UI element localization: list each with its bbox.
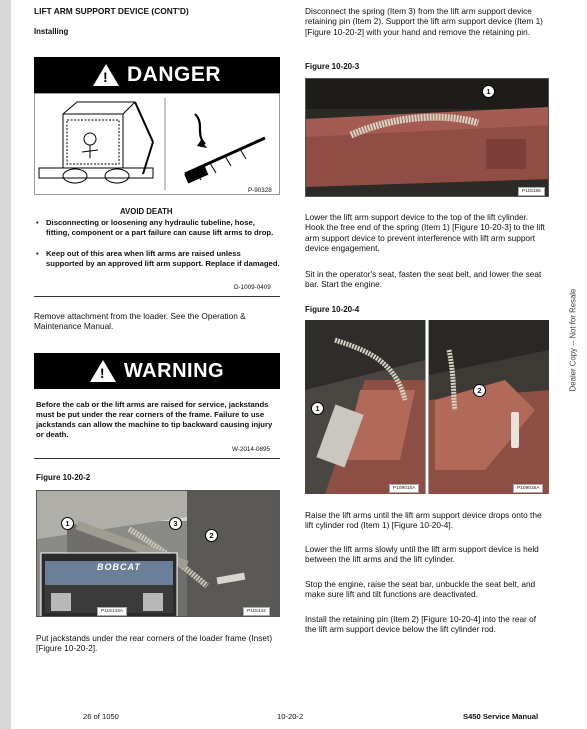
- danger-image-code: P-90328: [248, 187, 272, 194]
- figure-2-tag: P115142: [243, 607, 270, 616]
- lift-arm-photo: [37, 491, 280, 617]
- paragraph-install-pin: Install the retaining pin (Item 2) [Figure 10-20-4] into the rear of the lift arm support device below the lift cylinder rod.: [305, 614, 537, 635]
- danger-illustration: [34, 93, 280, 195]
- footer-manual-title: S450 Service Manual: [463, 712, 539, 721]
- figure-4-right-tag: P109016A: [513, 484, 543, 493]
- figure-2-inset-tag: P115143A: [97, 607, 127, 616]
- danger-bullet-1: • Disconnecting or loosening any hydraulic tubeline, hose, fitting, component or a part failure can cause lift arms to drop.: [36, 218, 280, 238]
- warning-triangle-icon: !: [93, 64, 119, 86]
- danger-banner: [34, 57, 280, 93]
- paragraph-stop-engine: Stop the engine, raise the seat bar, unbuckle the seat belt, and make sure lift and tilt functions are deactivated.: [305, 579, 536, 600]
- footer-page-count: 26 of 1050: [83, 712, 119, 721]
- figure-4-left-tag: P109015A: [389, 484, 419, 493]
- dealer-copy-note: [566, 250, 580, 430]
- figure-3-label: Figure 10-20-3: [305, 62, 360, 71]
- callout-1: 1: [311, 402, 324, 415]
- paragraph-raise-lift-arms: Raise the lift arms until the lift arm support device drops onto the lift cylinder rod (Item 1) [Figure 10-20-4].: [305, 510, 542, 531]
- warning-code: W-2014-0895: [232, 446, 271, 453]
- paragraph-sit-operator: Sit in the operator's seat, fasten the seat belt, and lower the seat bar. Start the engine.: [305, 269, 542, 290]
- inset-brand-text: BOBCAT: [97, 562, 141, 572]
- danger-word: DANGER: [126, 63, 221, 86]
- callout-2: 2: [473, 384, 486, 397]
- callout-3: 3: [169, 517, 182, 530]
- warning-banner: [34, 353, 280, 389]
- paragraph-lower-device: Lower the lift arm support device to the top of the lift cylinder. Hook the free end of the spring (Item 1) [Figure 10-20-3] to the lift arm support device to prevent interference with lift arm support device engagement.: [305, 212, 545, 254]
- loader-hazard-icon: [35, 94, 279, 194]
- figure-2-photo: [36, 490, 280, 617]
- callout-1: 1: [482, 85, 495, 98]
- warning-word: WARNING: [123, 359, 225, 382]
- callout-2: 2: [205, 529, 218, 542]
- callout-1: 1: [61, 517, 74, 530]
- divider: [34, 296, 280, 297]
- dealer-copy-text: Dealer Copy -- Not for Resale: [568, 288, 578, 392]
- section-title: LIFT ARM SUPPORT DEVICE (CONT'D): [34, 6, 189, 16]
- paragraph-remove-attachment: Remove attachment from the loader. See the Operation & Maintenance Manual.: [34, 311, 246, 332]
- figure-3-tag: P115185: [518, 187, 545, 196]
- figure-4-photos: [305, 320, 549, 494]
- paragraph-disconnect-spring: Disconnect the spring (Item 3) from the lift arm support device retaining pin (Item 2). Support the lift arm support device (Item 1) [Figure 10-20-2] with your hand and remove the retaining pin.: [305, 6, 543, 37]
- divider: [34, 458, 280, 459]
- danger-code: D-1009-0409: [234, 284, 271, 291]
- figure-4-label: Figure 10-20-4: [305, 305, 360, 314]
- figure-2-label: Figure 10-20-2: [36, 473, 91, 482]
- lift-cylinder-photos: [305, 320, 549, 494]
- danger-bullet-2: • Keep out of this area when lift arms are raised unless supported by an approved lift arm support. Replace if damaged.: [36, 249, 280, 269]
- warning-triangle-icon: !: [90, 360, 116, 382]
- danger-title: AVOID DEATH: [120, 207, 173, 216]
- paragraph-lower-lift-arms: Lower the lift arms slowly until the lift arm support device is held between the lift arms and the lift cylinder.: [305, 544, 539, 565]
- footer-page-number: 10-20-2: [277, 712, 304, 721]
- paragraph-jackstands: Put jackstands under the rear corners of the loader frame (Inset) [Figure 10-20-2].: [36, 633, 273, 654]
- spring-photo: [306, 79, 549, 197]
- warning-text: Before the cab or the lift arms are raised for service, jackstands must be put under the rear corners of the frame. Failure to use jackstands can allow the machine to tip backward causing injury or death.: [36, 400, 273, 439]
- figure-3-photo: [305, 78, 549, 197]
- subsection-title: Installing: [34, 27, 69, 36]
- left-edge-bar: [0, 0, 11, 729]
